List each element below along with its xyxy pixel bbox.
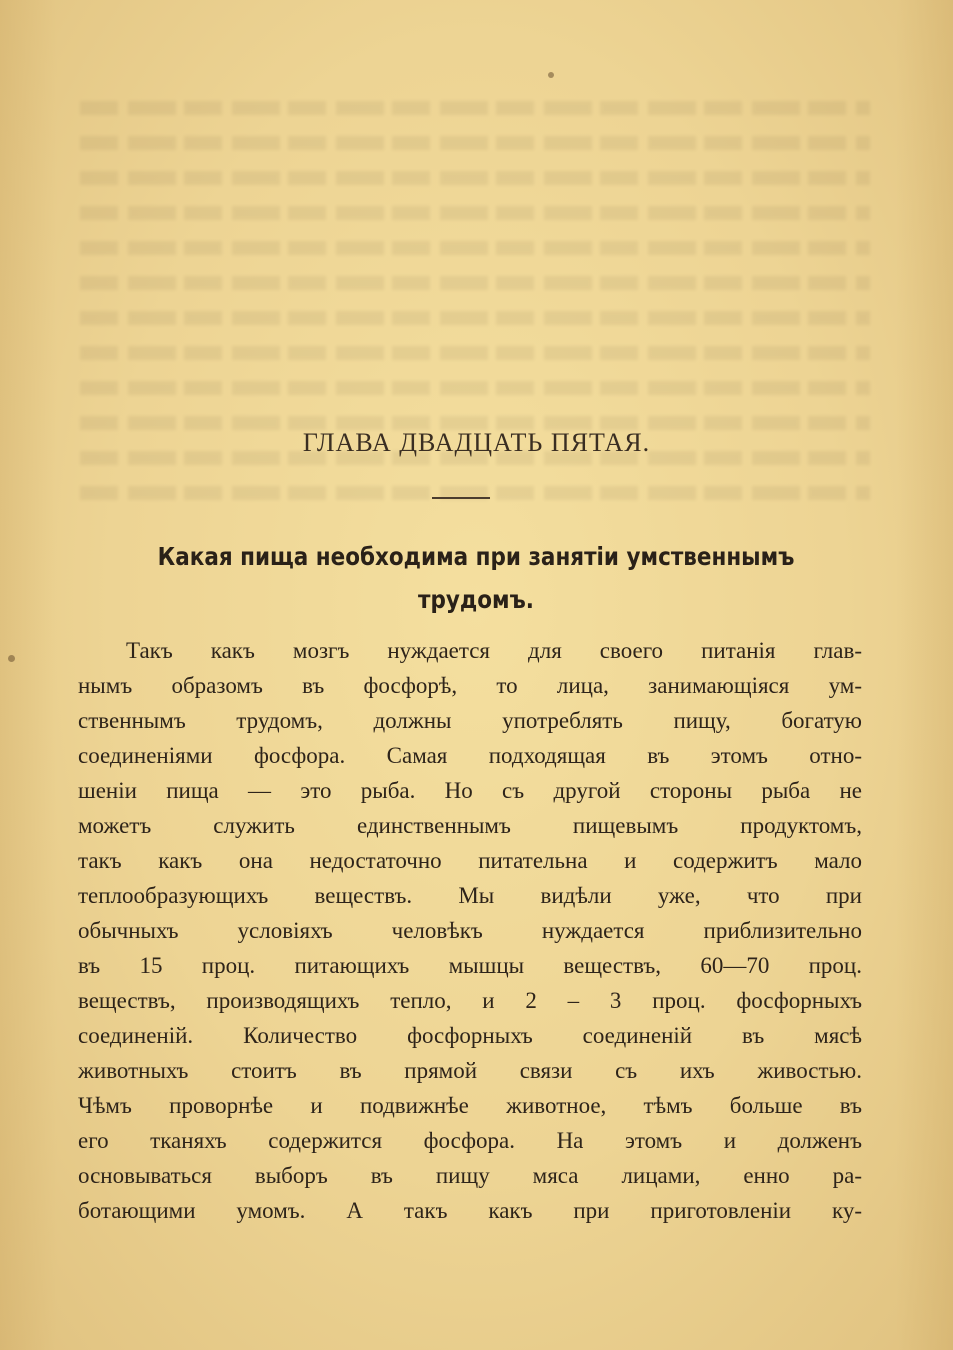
- text-line: теплообразующихъ веществъ. Мы видѣли уже, что при: [78, 883, 862, 908]
- text-line: обычныхъ условіяхъ человѣкъ нуждается приблизительно: [78, 918, 862, 943]
- section-title-line-2: трудомъ.: [418, 585, 534, 614]
- text-line: можетъ служить единственнымъ пищевымъ продуктомъ,: [78, 813, 862, 838]
- text-line: соединеній. Количество фосфорныхъ соединеній въ мясѣ: [78, 1023, 862, 1048]
- text-line: нымъ образомъ въ фосфорѣ, то лица, занимающіяся ум-: [78, 673, 862, 698]
- text-line: его тканяхъ содержится фосфора. На этомъ и долженъ: [78, 1128, 862, 1153]
- text-line: ственнымъ трудомъ, должны употреблять пищу, богатую: [78, 708, 862, 733]
- chapter-title: ГЛАВА ДВАДЦАТЬ ПЯТАЯ.: [302, 428, 651, 457]
- text-line: животныхъ стоитъ въ прямой связи съ ихъ живостью.: [78, 1058, 862, 1083]
- text-line: шеніи пища — это рыба. Но съ другой стороны рыба не: [78, 778, 862, 803]
- ink-speck: [548, 72, 554, 78]
- text-line: такъ какъ она недостаточно питательна и содержитъ мало: [78, 848, 862, 873]
- body-paragraph: [78, 633, 862, 1228]
- text-line: Чѣмъ проворнѣе и подвижнѣе животное, тѣмъ больше въ: [78, 1093, 862, 1118]
- text-line: соединеніями фосфора. Самая подходящая въ этомъ отно-: [78, 743, 862, 768]
- section-title-line-1: Какая пища необходима при занятіи умственнымъ: [157, 542, 795, 571]
- title-divider: [432, 497, 490, 499]
- text-line: Такъ какъ мозгъ нуждается для своего питанія глав-: [126, 638, 862, 663]
- bleed-through-text: [80, 80, 870, 550]
- text-line: ботающими умомъ. А такъ какъ при приготовленіи ку-: [78, 1198, 862, 1223]
- text-line: основываться выборъ въ пищу мяса лицами, енно ра-: [78, 1163, 862, 1188]
- text-line: въ 15 проц. питающихъ мышцы веществъ, 60—70 проц.: [78, 953, 862, 978]
- ink-speck: [8, 655, 15, 662]
- section-title: [149, 535, 803, 621]
- text-line: веществъ, производящихъ тепло, и 2 – 3 проц. фосфорныхъ: [78, 988, 862, 1013]
